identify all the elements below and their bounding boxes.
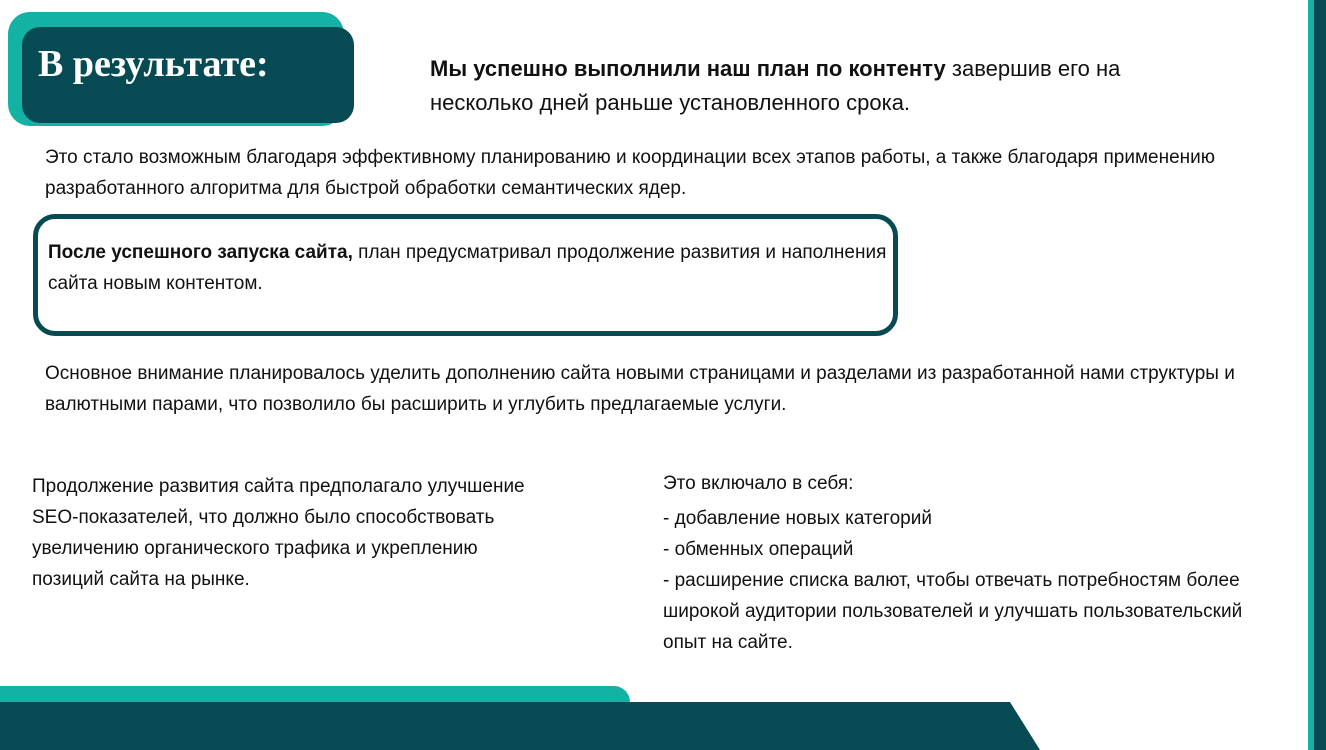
list-item: - обменных операций — [663, 539, 854, 560]
right-accent-bar-dark — [1314, 0, 1326, 750]
intro-statement — [430, 52, 1190, 120]
intro-rest: завершив его на несколько дней раньше установленного срока. — [430, 56, 1121, 115]
left-column-text: Продолжение развития сайта предполагало улучшение SEO-показателей, что должно было способствовать увеличению органического трафика и укреплению позиций сайта на рынке. — [32, 476, 525, 590]
bottom-accent-bar-dark — [0, 702, 1040, 750]
right-accent-gap — [1304, 0, 1308, 750]
paragraph-1: Это стало возможным благодаря эффективному планированию и координации всех этапов работы, а также благодаря применению разработанного алгоритма для быстрой обработки семантических ядер. — [45, 147, 1215, 199]
right-column-heading: Это включало в себя: — [663, 473, 854, 494]
intro-bold: Мы успешно выполнили наш план по контенту — [430, 56, 946, 81]
slide-title: В результате: — [38, 43, 269, 85]
highlight-bold: После успешного запуска сайта, — [48, 242, 353, 263]
paragraph-2: Основное внимание планировалось уделить дополнению сайта новыми страницами и разделами из разработанной нами структуры и валютными парами, что позволило бы расширить и углубить предлагаемые услуги. — [45, 363, 1235, 415]
list-item: - расширение списка валют, чтобы отвечать потребностям более широкой аудитории пользователей и улучшать пользовательский опыт на сайте. — [663, 570, 1243, 653]
highlight-text — [48, 237, 888, 299]
highlight-rest: план предусматривал продолжение развития и наполнения сайта новым контентом. — [48, 242, 887, 294]
right-column — [663, 468, 1283, 658]
list-item: - добавление новых категорий — [663, 508, 932, 529]
